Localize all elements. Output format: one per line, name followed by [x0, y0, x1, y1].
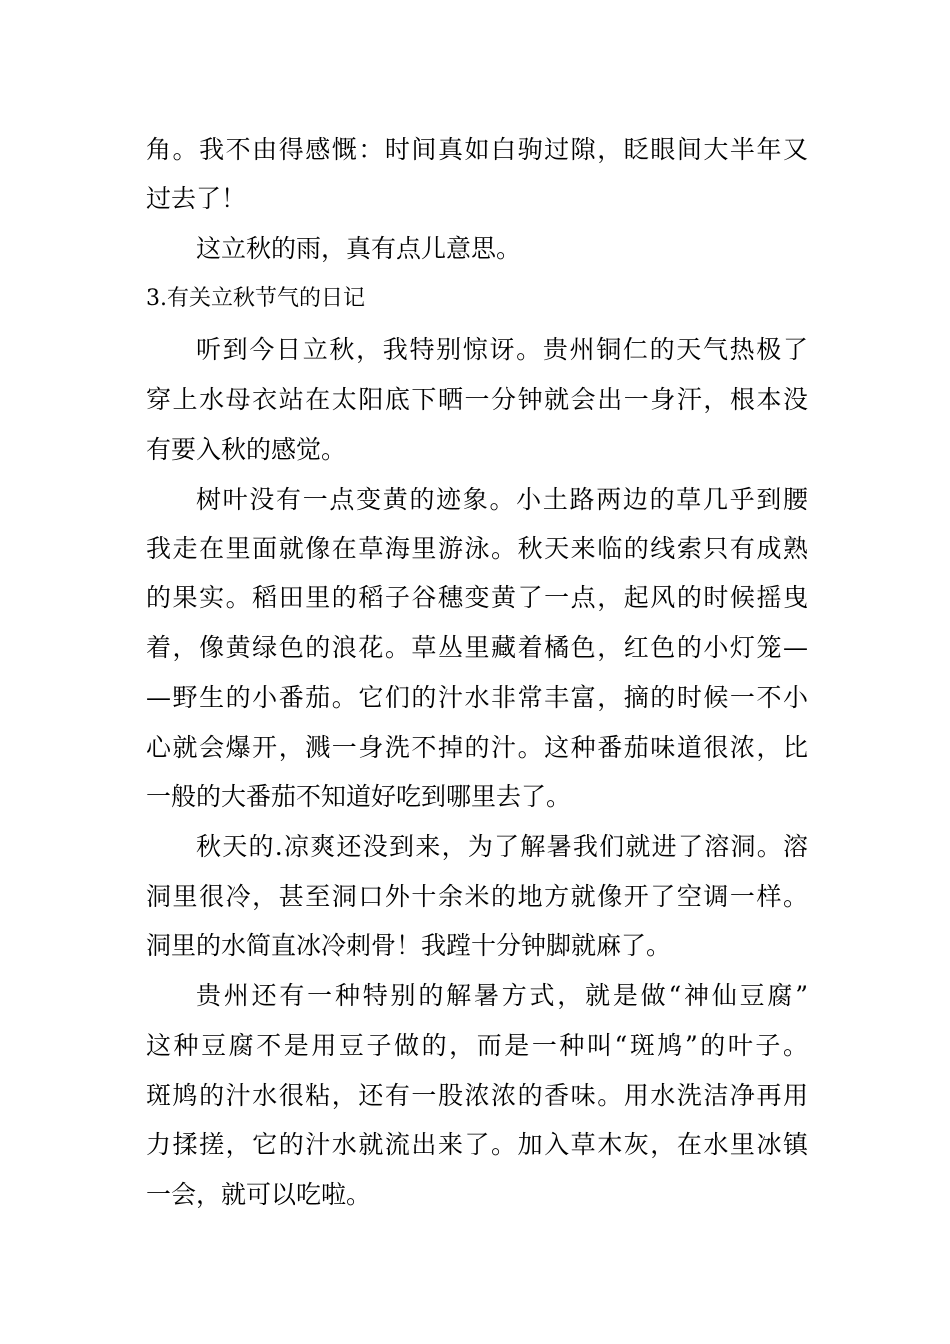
paragraph-line: 一会，就可以吃啦。	[146, 1180, 372, 1209]
paragraph-line: 这种豆腐不是用豆子做的，而是一种叫“斑鸠”的叶子。	[146, 1031, 808, 1060]
section-heading: 3.有关立秋节气的日记	[146, 286, 365, 311]
paragraph-line: 角。我不由得感慨：时间真如白驹过隙，眨眼间大半年又	[146, 135, 808, 164]
paragraph-line: 树叶没有一点变黄的迹象。小土路两边的草几乎到腰	[196, 485, 808, 514]
paragraph-line: 这立秋的雨，真有点儿意思。	[196, 234, 522, 263]
paragraph-line: 我走在里面就像在草海里游泳。秋天来临的线索只有成熟	[146, 534, 808, 563]
paragraph-line: 斑鸠的汁水很粘，还有一股浓浓的香味。用水洗洁净再用	[146, 1081, 808, 1110]
paragraph-line: 过去了！	[146, 184, 247, 213]
paragraph-line: 秋天的.凉爽还没到来，为了解暑我们就进了溶洞。溶	[196, 832, 808, 861]
paragraph-line: 有要入秋的感觉。	[146, 435, 347, 464]
paragraph-line: 贵州还有一种特别的解暑方式，就是做“神仙豆腐”	[196, 981, 808, 1010]
paragraph-line: 的果实。稻田里的稻子谷穗变黄了一点，起风的时候摇曳	[146, 583, 808, 612]
paragraph-line: 着，像黄绿色的浪花。草丛里藏着橘色，红色的小灯笼—	[146, 633, 808, 662]
paragraph-line: 力揉搓，它的汁水就流出来了。加入草木灰，在水里冰镇	[146, 1130, 808, 1159]
paragraph-line: 一般的大番茄不知道好吃到哪里去了。	[146, 782, 572, 811]
paragraph-line: 穿上水母衣站在太阳底下晒一分钟就会出一身汗，根本没	[146, 385, 808, 414]
paragraph-line: 听到今日立秋，我特别惊讶。贵州铜仁的天气热极了	[196, 335, 808, 364]
paragraph-line: 心就会爆开，溅一身洗不掉的汁。这种番茄味道很浓，比	[146, 733, 808, 762]
paragraph-line: 洞里的水简直冰冷刺骨！我蹚十分钟脚就麻了。	[146, 931, 672, 960]
paragraph-line: 洞里很冷，甚至洞口外十余米的地方就像开了空调一样。	[146, 882, 808, 911]
paragraph-line: —野生的小番茄。它们的汁水非常丰富，摘的时候一不小	[146, 683, 808, 712]
